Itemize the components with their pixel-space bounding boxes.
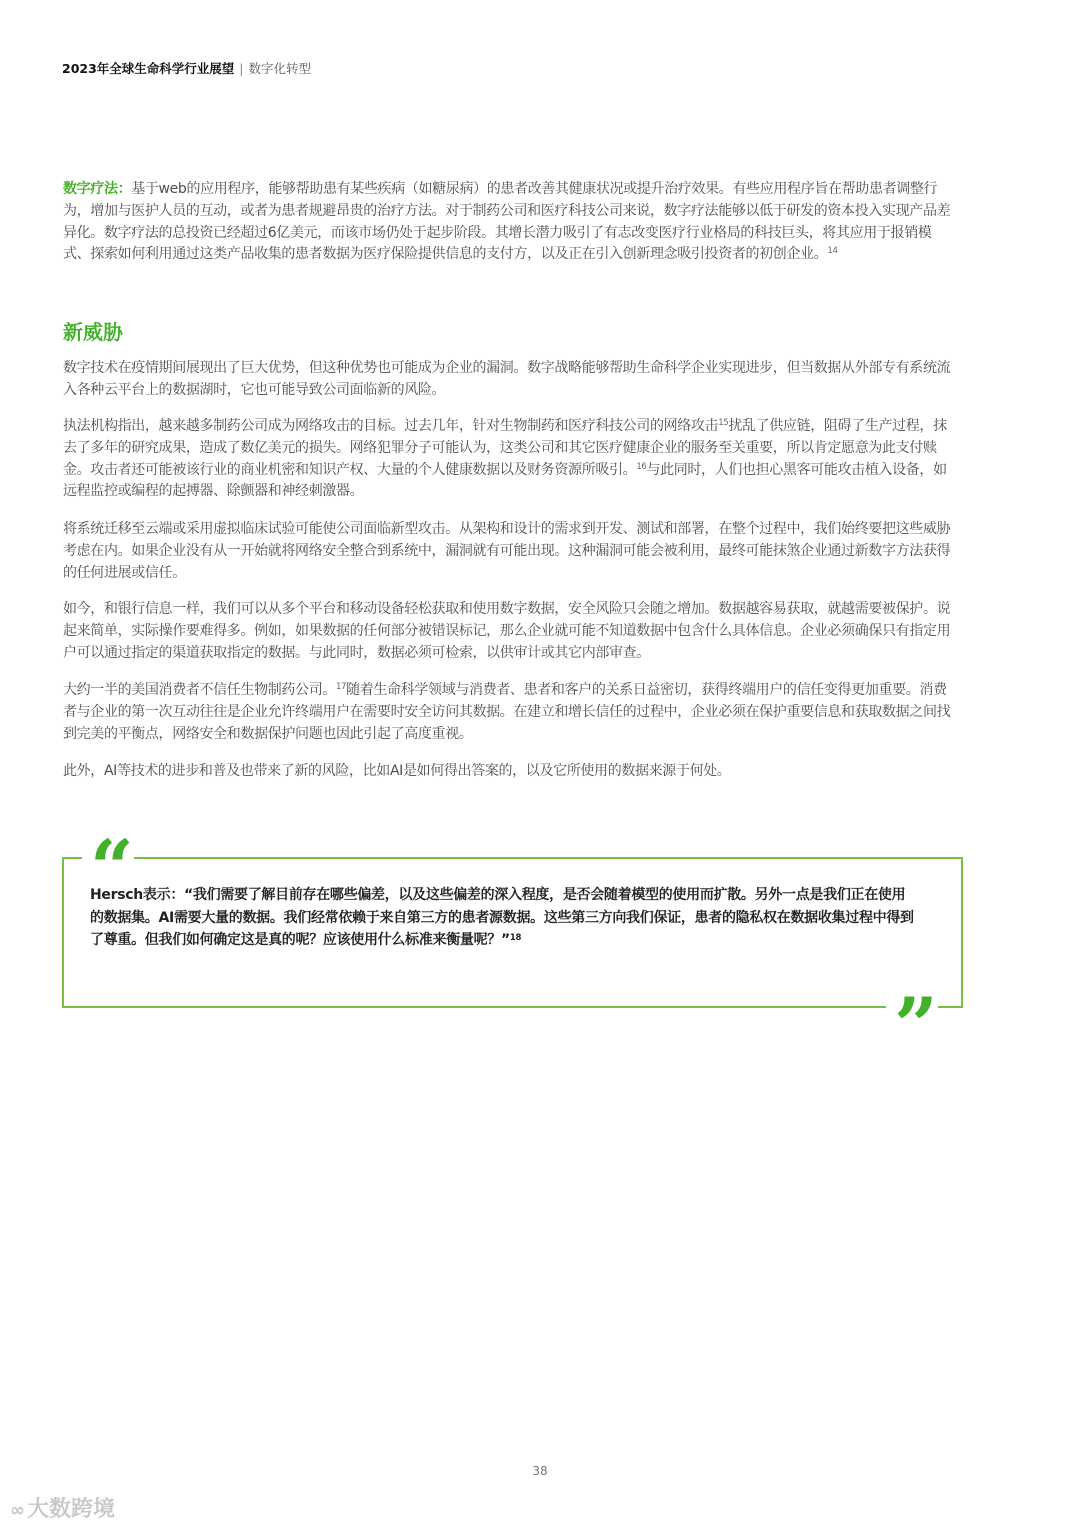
intro-lead-term: 数字疗法： — [63, 181, 132, 197]
body-paragraph-4: 如今，和银行信息一样，我们可以从多个平台和移动设备轻松获取和使用数字数据，安全风险只会随之增加。数据越容易获取，就越需要被保护。说起来简单，实际操作要难得多。例如，如果数据的任何部分被错误标记，那么企业就可能不知道数据中包含什么具体信息。企业必须确保只有指定用户可以通过指定的渠道获取指定的数据。与此同时，数据必须可检索，以供审计或其它内部审查。 — [63, 601, 951, 661]
watermark — [10, 1492, 115, 1523]
body-paragraph-3: 将系统迁移至云端或采用虚拟临床试验可能使公司面临新型攻击。从架构和设计的需求到开发、测试和部署，在整个过程中，我们始终要把这些威胁考虑在内。如果企业没有从一开始就将网络安全整合到系统中，漏洞就有可能出现。这种漏洞可能会被利用，最终可能抹煞企业通过新数字方法获得的任何进展或信任。 — [63, 521, 951, 581]
section-heading: 新威胁 — [63, 320, 123, 344]
body-paragraph-6: 此外，AI等技术的进步和普及也带来了新的风险，比如AI是如何得出答案的，以及它所使用的数据来源于何处。 — [63, 763, 731, 779]
watermark-logo-icon: ∞ — [10, 1500, 25, 1521]
quote-text: Hersch表示：“我们需要了解目前存在哪些偏差，以及这些偏差的深入程度，是否会随着模型的使用而扩散。另外一点是我们正在使用的数据集。AI需要大量的数据。我们经常依赖于来自第三方的患者源数据。这些第三方向我们保证，患者的隐私权在数据收集过程中得到了尊重。但我们如何确定这是真的呢？应该使用什么标准来衡量呢？” — [90, 887, 914, 948]
section-name: 数字化转型 — [248, 61, 312, 76]
text-span: 与此同时，人们也担心黑客可能攻击植入设备，如远程监控或编程的起搏器、除颤器和神经刺激器。 — [63, 461, 947, 500]
report-title: 2023年全球生命科学行业展望 — [62, 61, 235, 76]
pull-quote — [90, 884, 916, 952]
body-paragraph-5 — [63, 680, 953, 745]
running-header — [62, 59, 311, 77]
footnote-ref: 18 — [509, 933, 522, 943]
close-quote-icon: ” — [886, 996, 938, 1036]
text-span: 扰乱了供应链，阻碍了生产过程，抹去了多年的研究成果，造成了数亿美元的损失。网络犯罪分子可能认为，这类公司和其它医疗健康企业的服务至关重要，所以肯定愿意为此支付赎金。攻击者还可能被该行业的商业机密和知识产权、大量的个人健康数据以及财务资源所吸引。 — [63, 418, 947, 478]
page-number: 38 — [532, 1464, 548, 1478]
footnote-ref: 16 — [636, 461, 647, 472]
text-span: 随着生命科学领域与消费者、患者和客户的关系日益密切，获得终端用户的信任变得更加重要。消费者与企业的第一次互动往往是企业允许终端用户在需要时安全访问其数据。在建立和增长信任的过程中，企业必须在保护重要信息和获取数据之间找到完美的平衡点，网络安全和数据保护问题也因此引起了高度重视。 — [63, 682, 951, 742]
text-span: 执法机构指出，越来越多制药公司成为网络攻击的目标。过去几年，针对生物制药和医疗科技公司的网络攻击 — [63, 418, 719, 434]
body-paragraph-2 — [63, 416, 953, 503]
body-paragraph-1: 数字技术在疫情期间展现出了巨大优势，但这种优势也可能成为企业的漏洞。数字战略能够帮助生命科学企业实现进步，但当数据从外部专有系统流入各种云平台上的数据湖时，它也可能导致公司面临新的风险。 — [63, 360, 951, 398]
intro-text: 基于web的应用程序，能够帮助患有某些疾病（如糖尿病）的患者改善其健康状况或提升治疗效果。有些应用程序旨在帮助患者调整行为，增加与医护人员的互动，或者为患者规避昂贵的治疗方法。对于制药公司和医疗科技公司来说，数字疗法能够以低于研发的资本投入实现产品差异化。数字疗法的总投资已经超过6亿美元，而该市场仍处于起步阶段。其增长潜力吸引了有志改变医疗行业格局的科技巨头，将其应用于报销模式、探索如何利用通过这类产品收集的患者数据为医疗保险提供信息的支付方，以及正在引入创新理念吸引投资者的初创企业。 — [63, 181, 951, 263]
footnote-ref: 14 — [827, 246, 838, 257]
header-separator: | — [239, 61, 244, 76]
intro-paragraph — [63, 179, 953, 266]
open-quote-icon: “ — [82, 838, 134, 878]
text-span: 大约一半的美国消费者不信任生物制药公司。 — [63, 682, 336, 698]
footnote-ref: 17 — [336, 682, 347, 692]
footnote-ref: 15 — [718, 418, 729, 428]
watermark-text: 大数跨境 — [27, 1497, 116, 1522]
